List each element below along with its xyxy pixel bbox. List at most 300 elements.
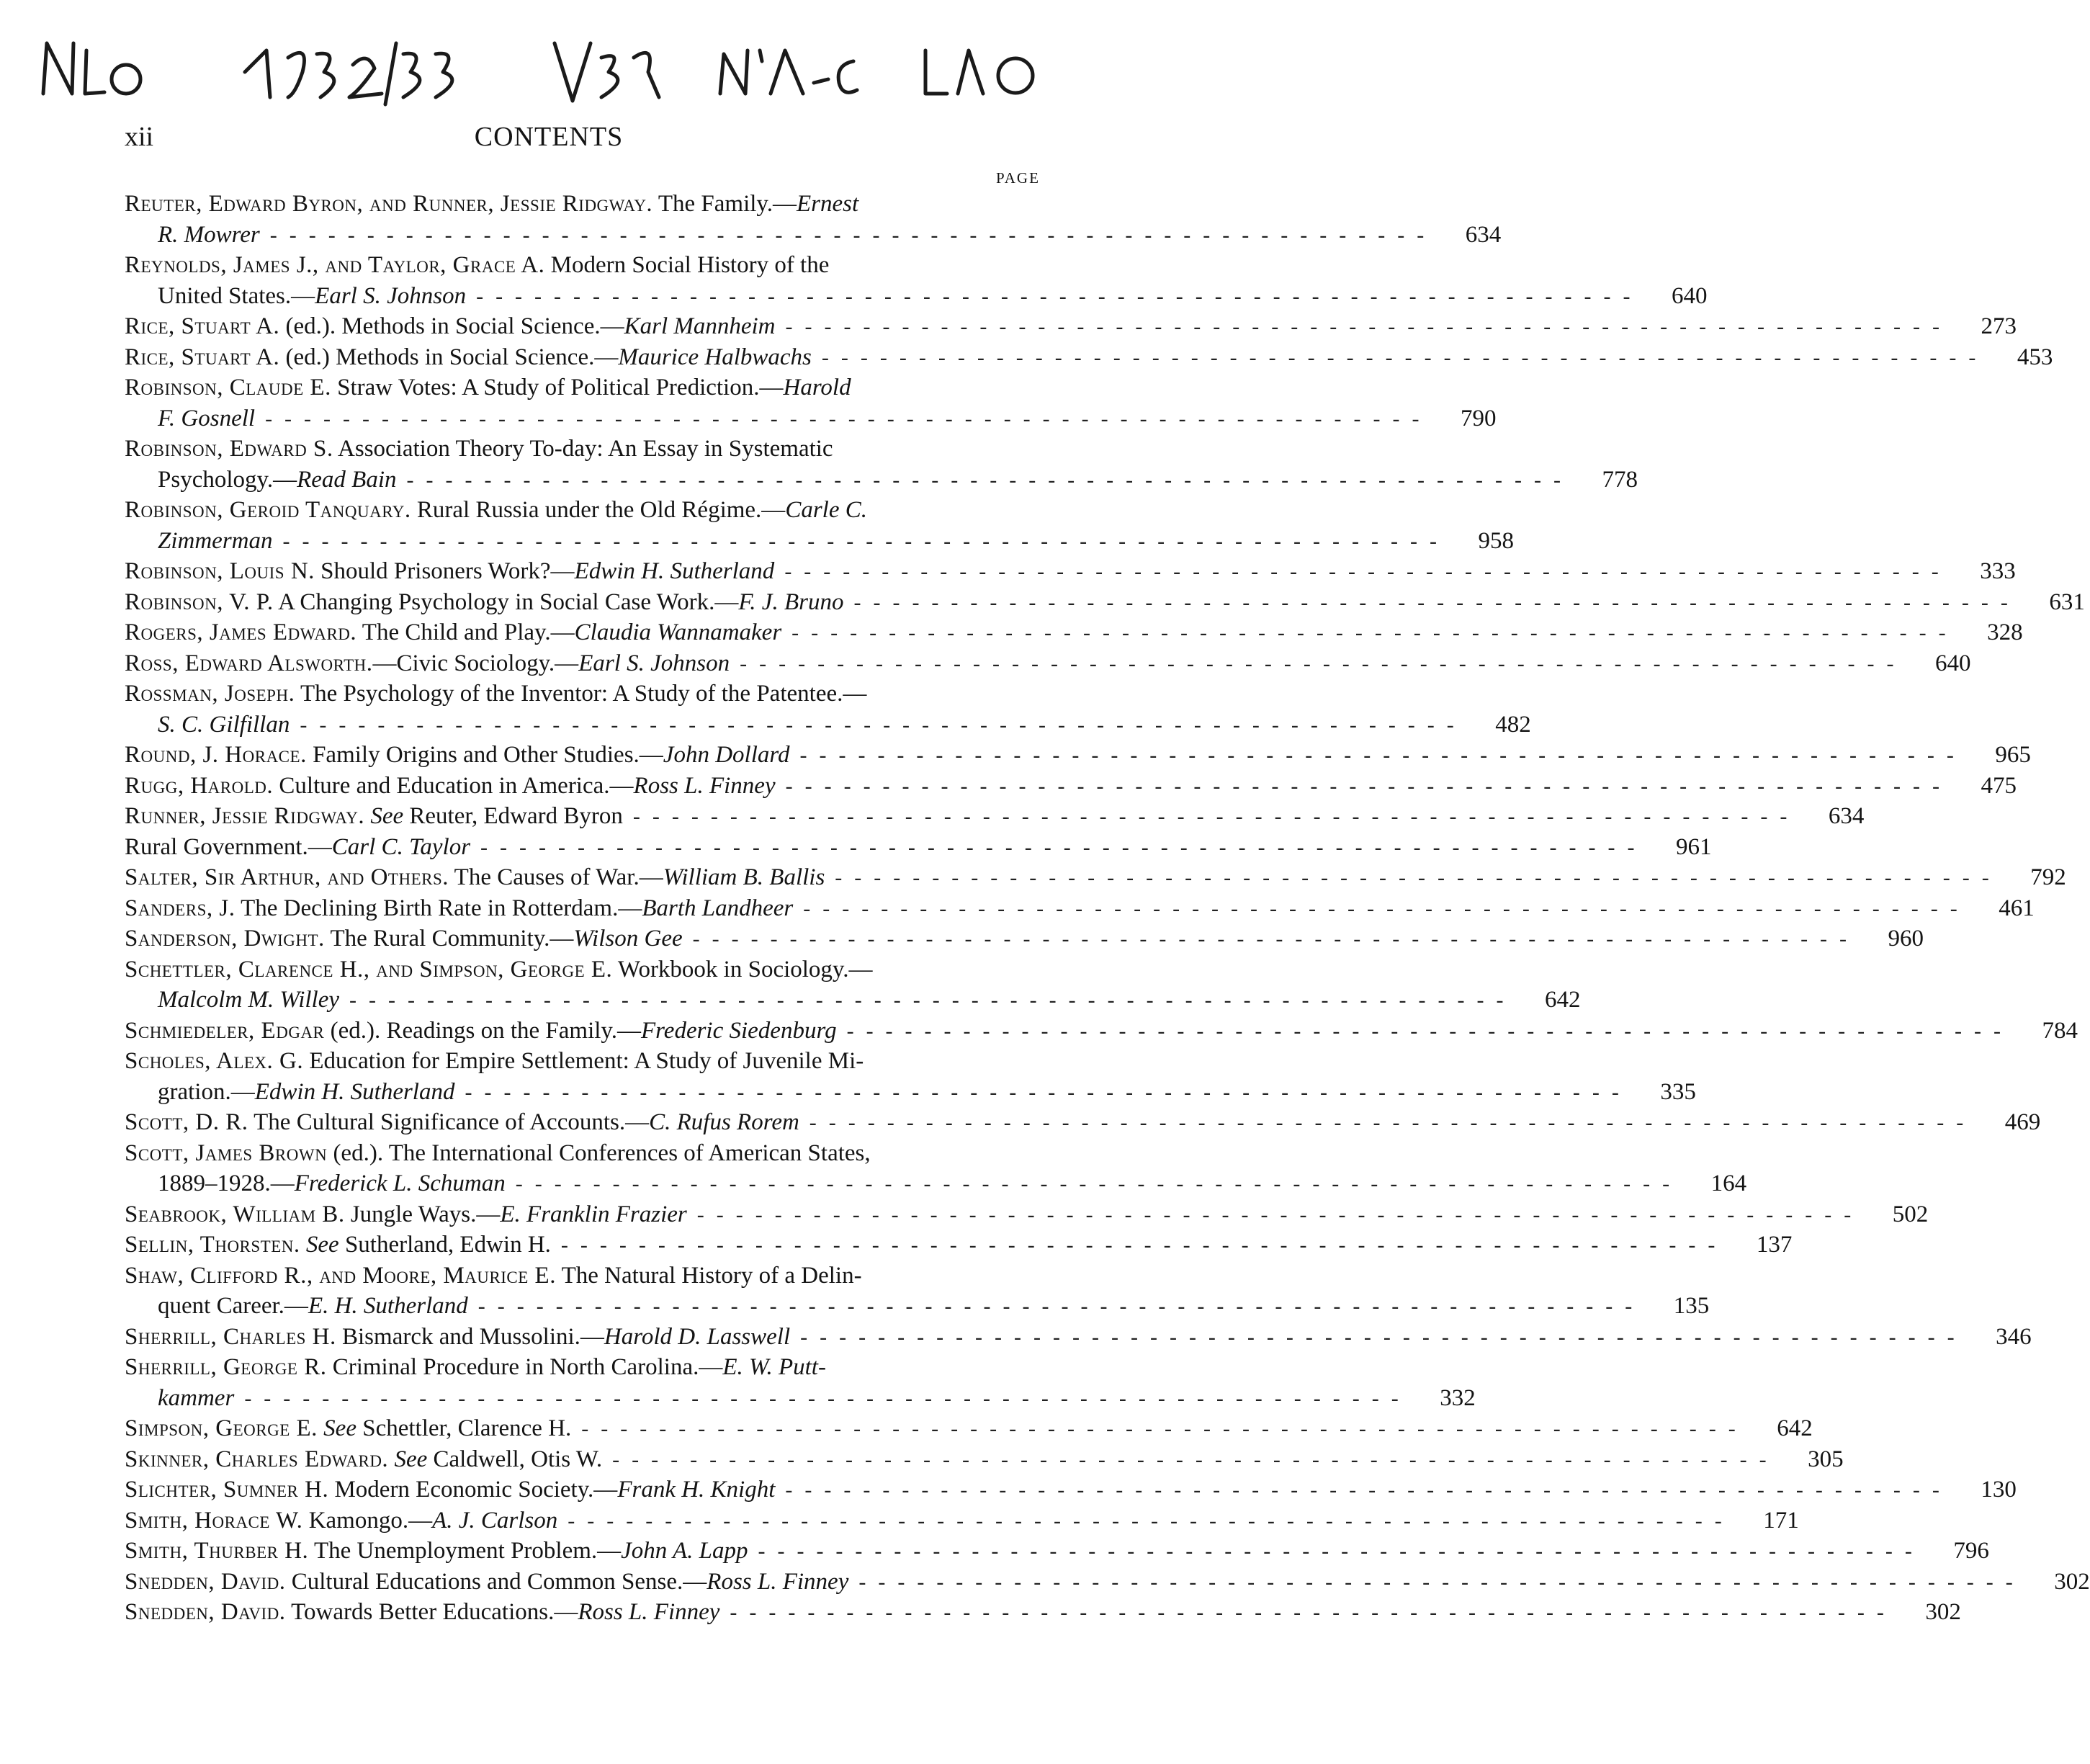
entry-text: [125, 1352, 826, 1383]
leader-dashes: ------------------------------------------------------------: [846, 1018, 2013, 1043]
entry-line: [125, 434, 1046, 465]
entry-text: [125, 740, 789, 771]
entry-reviewer: Earl S. Johnson: [578, 650, 730, 676]
entry-title-segment: Towards Better Educations.—: [285, 1599, 578, 1625]
entry-line: [125, 1505, 1799, 1536]
leader-dashes: ------------------------------------------------------------: [800, 1325, 1967, 1349]
entry-line: [125, 679, 1046, 709]
leader-dashes: ------------------------------------------------------------: [480, 835, 1647, 859]
contents-entry: [125, 311, 2017, 342]
leader-dashes: ------------------------------------------------------------: [784, 560, 1951, 583]
contents-entry: [125, 1413, 1813, 1444]
entry-line: [125, 740, 2031, 771]
handwritten-mark-1: [43, 43, 140, 94]
entry-author: Rossman, Joseph.: [125, 681, 295, 707]
entry-author: Round, J. Horace.: [125, 742, 307, 768]
entry-line: [125, 893, 2035, 924]
contents-entry: [125, 1505, 1799, 1536]
entry-text: [125, 465, 397, 496]
entry-reviewer: Ross L. Finney: [707, 1568, 849, 1595]
leader-dashes: ------------------------------------------------------------: [349, 988, 1516, 1012]
entry-page-number: 961: [1675, 833, 1712, 860]
entry-page-number: 960: [1888, 926, 1924, 952]
entry-line: [125, 495, 1046, 526]
entry-line: [125, 189, 1046, 220]
entry-page-number: 958: [1478, 527, 1514, 554]
leader-dashes: ------------------------------------------------------------: [853, 590, 2020, 614]
entry-reviewer: William B. Ballis: [663, 864, 825, 890]
entry-reviewer: S. C. Gilfillan: [158, 711, 290, 738]
entry-page-number: 453: [2017, 344, 2053, 370]
leader-dashes: ------------------------------------------------------------: [406, 467, 1573, 492]
entry-reviewer: Edwin H. Sutherland: [254, 1078, 455, 1105]
leader-dashes: ------------------------------------------------------------: [265, 406, 1432, 431]
entry-text: [125, 1413, 571, 1444]
contents-entry: [125, 893, 2035, 924]
contents-entry: [125, 1322, 2032, 1353]
entry-author: Scott, D. R.: [125, 1109, 248, 1135]
leader-dashes: ------------------------------------------------------------: [785, 315, 1952, 339]
entry-text: [125, 1536, 748, 1567]
entry-reviewer: Frank H. Knight: [617, 1477, 776, 1503]
entry-author: Seabrook, William B.: [125, 1201, 345, 1227]
leader-dashes: ------------------------------------------------------------: [244, 1386, 1411, 1410]
contents-entry: [125, 1107, 2041, 1138]
entry-text: [125, 1505, 557, 1536]
entry-text: [125, 893, 793, 924]
leader-dashes: ------------------------------------------------------------: [809, 1111, 1976, 1134]
entry-continuation-line: [125, 220, 1502, 251]
entry-line: [125, 1046, 1046, 1077]
contents-entry: [125, 1138, 1747, 1199]
leader-dashes: ------------------------------------------------------------: [612, 1447, 1779, 1472]
entry-title-segment: The Unemployment Problem.—: [308, 1538, 622, 1564]
leader-dashes: ------------------------------------------------------------: [821, 345, 1988, 370]
entry-title-segment: (ed.). The International Conferences of American States,: [327, 1140, 871, 1166]
entry-text: [125, 1077, 454, 1108]
entry-text: [125, 1168, 506, 1199]
handwritten-mark-4: [720, 50, 857, 94]
entry-title-segment: Rural Russia under the Old Régime.—: [411, 497, 786, 523]
entry-reviewer: See: [370, 803, 404, 829]
leader-dashes: ------------------------------------------------------------: [785, 774, 1952, 798]
entry-page-number: 642: [1777, 1415, 1813, 1441]
entry-line: [125, 862, 2066, 893]
entry-line: [125, 1444, 1844, 1475]
entry-reviewer: R. Mowrer: [158, 221, 260, 248]
entry-line: [125, 617, 2023, 648]
entry-author: Sanders, J.: [125, 895, 236, 921]
entry-author: Snedden, David.: [125, 1568, 286, 1595]
entry-line: [125, 372, 1046, 403]
entry-page-number: 469: [2004, 1109, 2041, 1135]
entry-text: [125, 526, 273, 557]
contents-entry: [125, 740, 2031, 771]
entry-reviewer: Read Bain: [297, 466, 397, 493]
entry-title-segment: 1889–1928.—: [158, 1170, 295, 1196]
leader-dashes: ------------------------------------------------------------: [730, 1600, 1896, 1624]
entry-line: [125, 587, 2085, 618]
entry-continuation-line: [125, 403, 1497, 434]
entry-text: [125, 281, 466, 312]
entry-text: [125, 403, 255, 434]
entry-title-segment: The Natural History of a Delin-: [555, 1262, 862, 1289]
entry-reviewer: Wilson Gee: [573, 926, 683, 952]
entry-text: [125, 1199, 687, 1230]
entry-reviewer: Maurice Halbwachs: [618, 344, 812, 370]
entry-page-number: 461: [1999, 895, 2035, 921]
entry-author: Snedden, David.: [125, 1599, 286, 1625]
entry-text: [125, 1444, 602, 1475]
entry-title-segment: quent Career.—: [158, 1293, 308, 1319]
entry-page-number: 796: [1953, 1538, 1989, 1564]
entry-title-segment: (ed.) Methods in Social Science.—: [279, 344, 619, 370]
entry-title-segment: United States.—: [158, 282, 315, 309]
contents-list: [125, 189, 2090, 1628]
leader-dashes: ------------------------------------------------------------: [696, 1202, 1864, 1227]
entry-text: [125, 587, 843, 618]
entry-page-number: 778: [1602, 466, 1638, 493]
entry-reviewer: F. J. Bruno: [738, 588, 844, 615]
entry-continuation-line: [125, 1077, 1696, 1108]
entry-text: [125, 372, 851, 403]
entry-text: [125, 1597, 719, 1628]
entry-reviewer: Harold: [783, 375, 851, 400]
entry-text: [125, 434, 833, 465]
entry-text: [125, 1261, 862, 1291]
contents-entry: [125, 587, 2085, 618]
entry-title-segment: Should Prisoners Work?—: [314, 558, 575, 584]
leader-dashes: ------------------------------------------------------------: [858, 1570, 2025, 1594]
entry-title-segment: Kamongo.—: [302, 1507, 433, 1534]
entry-author: Rogers, James Edward.: [125, 619, 357, 645]
handwritten-mark-5: [925, 50, 1033, 94]
entry-page-number: 137: [1756, 1232, 1793, 1258]
entry-text: [125, 801, 623, 832]
entry-line: [125, 1016, 2078, 1047]
entry-line: [125, 832, 1712, 863]
entry-page-number: 328: [1987, 619, 2023, 645]
entry-text: [125, 189, 858, 220]
entry-reviewer: E. Franklin Frazier: [500, 1201, 687, 1227]
entry-title-segment: The Child and Play.—: [356, 619, 575, 645]
leader-dashes: ------------------------------------------------------------: [476, 284, 1643, 308]
contents-entry: [125, 679, 1531, 740]
leader-dashes: ------------------------------------------------------------: [632, 805, 1800, 828]
entry-author: Scholes, Alex. G.: [125, 1048, 304, 1074]
entry-title-segment: The Causes of War.—: [449, 864, 663, 890]
entry-author: Salter, Sir Arthur, and Others.: [125, 864, 449, 890]
entry-title-segment: Psychology.—: [158, 466, 297, 493]
entry-text: [125, 495, 867, 526]
entry-page-number: 302: [2054, 1568, 2090, 1595]
entry-line: [125, 1138, 1046, 1169]
entry-line: [125, 923, 1924, 954]
entry-text: [125, 220, 260, 251]
entry-author: Robinson, Claude E.: [125, 375, 331, 400]
contents-entry: [125, 832, 1712, 863]
entry-author: Rice, Stuart A.: [125, 344, 280, 370]
entry-reviewer: Zimmerman: [158, 527, 273, 554]
entry-author: Schettler, Clarence H., and Simpson, George E.: [125, 956, 613, 982]
entry-text: [125, 923, 683, 954]
entry-page-number: 502: [1892, 1201, 1929, 1227]
entry-author: Rice, Stuart A.: [125, 313, 280, 339]
entry-text: [125, 648, 730, 679]
entry-page-number: 640: [1672, 282, 1708, 309]
entry-author: Skinner, Charles Edward.: [125, 1446, 389, 1472]
entry-page-number: 792: [2030, 864, 2066, 890]
entry-title-segment: Modern Economic Society.—: [328, 1477, 618, 1503]
entry-text: [125, 832, 470, 863]
contents-entry: [125, 862, 2066, 893]
leader-dashes: ------------------------------------------------------------: [269, 223, 1437, 247]
contents-entry: [125, 495, 1514, 556]
entry-author: Simpson, George E.: [125, 1415, 318, 1441]
entry-title-segment: Schettler, Clarence H.: [356, 1415, 572, 1441]
entry-text: [125, 1046, 864, 1077]
entry-text: [125, 1107, 799, 1138]
entry-text: [125, 679, 866, 709]
entry-reviewer: Carl C. Taylor: [331, 833, 471, 860]
entry-page-number: 640: [1935, 650, 1971, 676]
entry-continuation-line: [125, 1291, 1710, 1322]
contents-entry: [125, 1199, 1929, 1230]
leader-dashes: ------------------------------------------------------------: [803, 896, 1970, 921]
entry-text: [125, 1291, 468, 1322]
entry-title-segment: (ed.). Methods in Social Science.—: [279, 313, 624, 339]
entry-line: [125, 1352, 1046, 1383]
entry-text: [125, 771, 776, 802]
contents-entry: [125, 342, 2053, 373]
entry-title-segment: Family Origins and Other Studies.—: [306, 742, 663, 768]
entry-continuation-line: [125, 465, 1638, 496]
entry-line: [125, 648, 1971, 679]
entry-title-segment: Cultural Educations and Common Sense.—: [285, 1568, 707, 1595]
entry-author: Slichter, Sumner H.: [125, 1477, 329, 1503]
entry-text: [125, 1230, 551, 1261]
entry-continuation-line: [125, 709, 1531, 740]
contents-entry: [125, 1352, 1476, 1413]
entry-page-number: 332: [1440, 1384, 1476, 1411]
contents-entry: [125, 189, 1502, 250]
contents-entry: [125, 801, 1865, 832]
entry-reviewer: Frederick L. Schuman: [294, 1170, 506, 1196]
entry-line: [125, 556, 2016, 587]
entry-page-number: 631: [2049, 588, 2085, 615]
entry-title-segment: (ed.). Readings on the Family.—: [324, 1017, 642, 1044]
entry-reviewer: Karl Mannheim: [624, 313, 776, 339]
contents-entry: [125, 1230, 1793, 1261]
entry-text: [125, 709, 290, 740]
entry-title-segment: gration.—: [158, 1078, 255, 1105]
entry-continuation-line: [125, 526, 1514, 557]
contents-entry: [125, 1046, 1696, 1107]
leader-dashes: ------------------------------------------------------------: [560, 1233, 1728, 1257]
contents-entry: [125, 771, 2017, 802]
entry-author: Runner, Jessie Ridgway.: [125, 803, 365, 829]
contents-entry: [125, 1597, 1961, 1628]
entry-text: [125, 1474, 775, 1505]
contents-entry: [125, 1567, 2090, 1598]
entry-author: Sanderson, Dwight.: [125, 926, 325, 952]
contents-entry: [125, 372, 1497, 434]
entry-page-number: 790: [1460, 405, 1497, 431]
entry-reviewer: John Dollard: [663, 742, 790, 768]
entry-author: Smith, Thurber H.: [125, 1538, 309, 1564]
entry-line: [125, 1413, 1813, 1444]
entry-text: [125, 311, 776, 342]
leader-dashes: ------------------------------------------------------------: [692, 927, 1860, 951]
entry-text: [125, 1567, 848, 1598]
entry-text: [125, 250, 829, 281]
entry-reviewer: Earl S. Johnson: [315, 282, 467, 309]
entry-author: Scott, James Brown: [125, 1140, 328, 1166]
entry-title-segment: Bismarck and Mussolini.—: [336, 1323, 604, 1350]
entry-line: [125, 1474, 2017, 1505]
entry-page-number: 335: [1660, 1078, 1696, 1105]
entry-title-segment: Sutherland, Edwin H.: [338, 1232, 551, 1258]
entry-title-segment: —Civic Sociology.—: [372, 650, 579, 676]
entry-title-segment: Education for Empire Settlement: A Study of Juvenile Mi-: [303, 1048, 864, 1074]
entry-reviewer: F. Gosnell: [158, 405, 256, 431]
leader-dashes: ------------------------------------------------------------: [465, 1080, 1631, 1104]
entry-text: [125, 1016, 837, 1047]
leader-dashes: ------------------------------------------------------------: [835, 866, 2001, 890]
entry-page-number: 164: [1710, 1170, 1747, 1196]
contents-entry: [125, 250, 1708, 311]
entry-reviewer: See: [394, 1446, 428, 1472]
entry-page-number: 965: [1995, 742, 2031, 768]
entry-continuation-line: [125, 1383, 1476, 1414]
entry-author: Reynolds, James J., and Taylor, Grace A.: [125, 252, 545, 278]
contents-entry: [125, 648, 1971, 679]
entry-text: [125, 985, 339, 1016]
entry-reviewer: Carle C.: [785, 497, 867, 523]
contents-entry: [125, 434, 1638, 495]
entry-line: [125, 1322, 2032, 1353]
entry-continuation-line: [125, 1168, 1747, 1199]
entry-author: Rugg, Harold.: [125, 772, 274, 799]
contents-entry: [125, 1474, 2017, 1505]
contents-entry: [125, 1444, 1844, 1475]
entry-line: [125, 1107, 2041, 1138]
entry-title-segment: The Psychology of the Inventor: A Study of the Patentee.—: [295, 681, 867, 707]
entry-title-segment: The Declining Birth Rate in Rotterdam.—: [235, 895, 642, 921]
leader-dashes: ------------------------------------------------------------: [282, 529, 1449, 553]
leader-dashes: ------------------------------------------------------------: [740, 651, 1906, 676]
entry-page-number: 305: [1808, 1446, 1844, 1472]
entry-line: [125, 311, 2017, 342]
entry-reviewer: Edwin H. Sutherland: [574, 558, 775, 584]
entry-line: [125, 1536, 1989, 1567]
entry-author: Sherrill, George R.: [125, 1354, 327, 1380]
entry-text: [125, 1138, 871, 1169]
entry-author: Robinson, Edward S.: [125, 436, 333, 462]
entry-line: [125, 1199, 1929, 1230]
entry-reviewer: Ross L. Finney: [578, 1599, 720, 1625]
entry-page-number: 634: [1465, 221, 1502, 248]
entry-reviewer: Claudia Wannamaker: [574, 619, 782, 645]
handwritten-mark-2: [245, 43, 452, 104]
entry-title-segment: Caldwell, Otis W.: [427, 1446, 603, 1472]
page-number: xii: [125, 122, 154, 152]
entry-page-number: 482: [1495, 711, 1531, 738]
entry-title-segment: The Cultural Significance of Accounts.—: [248, 1109, 650, 1135]
entry-line: [125, 771, 2017, 802]
entry-author: Robinson, V. P.: [125, 588, 274, 615]
entry-page-number: 130: [1981, 1477, 2017, 1503]
leader-dashes: ------------------------------------------------------------: [515, 1172, 1682, 1196]
entry-text: [125, 1383, 234, 1414]
entry-reviewer: kammer: [158, 1384, 235, 1411]
leader-dashes: ------------------------------------------------------------: [581, 1417, 1748, 1441]
entry-reviewer: Barth Landheer: [642, 895, 794, 921]
leader-dashes: ------------------------------------------------------------: [785, 1478, 1952, 1502]
entry-page-number: 475: [1981, 772, 2017, 799]
entry-author: Robinson, Louis N.: [125, 558, 315, 584]
entry-line: [125, 1261, 1046, 1291]
contents-entry: [125, 923, 1924, 954]
entry-title-segment: Reuter, Edward Byron: [403, 803, 623, 829]
entry-page-number: 302: [1925, 1599, 1961, 1625]
entry-text: [125, 342, 812, 373]
page-title: CONTENTS: [474, 122, 624, 152]
entry-title-segment: Association Theory To-day: An Essay in Systematic: [333, 436, 833, 462]
contents-entry: [125, 556, 2016, 587]
entry-page-number: 642: [1544, 987, 1581, 1013]
entry-author: Shaw, Clifford R., and Moore, Maurice E.: [125, 1262, 556, 1289]
entry-reviewer: C. Rufus Rorem: [649, 1109, 799, 1135]
leader-dashes: ------------------------------------------------------------: [799, 743, 1966, 767]
entry-author: Ross, Edward Alsworth.: [125, 650, 373, 676]
leader-dashes: ------------------------------------------------------------: [477, 1294, 1645, 1318]
contents-entry: [125, 1261, 1710, 1322]
contents-entry: [125, 1016, 2078, 1047]
entry-author: Schmiedeler, Edgar: [125, 1017, 325, 1044]
entry-title-segment: Workbook in Sociology.—: [612, 956, 873, 982]
entry-page-number: 135: [1673, 1293, 1710, 1319]
entry-reviewer: E. W. Putt-: [722, 1354, 826, 1380]
entry-title-segment: The Family.—: [652, 191, 797, 217]
entry-title-segment: Modern Social History of the: [544, 252, 830, 278]
entry-text: [125, 617, 781, 648]
entry-reviewer: Ross L. Finney: [633, 772, 776, 799]
entry-page-number: 333: [1980, 558, 2016, 584]
entry-reviewer: See: [323, 1415, 356, 1441]
entry-reviewer: John A. Lapp: [621, 1538, 748, 1564]
contents-entry: [125, 954, 1581, 1016]
entry-line: [125, 801, 1865, 832]
entry-text: [125, 1322, 790, 1353]
entry-reviewer: See: [305, 1232, 339, 1258]
entry-title-segment: The Rural Community.—: [324, 926, 574, 952]
entry-author: Sellin, Thorsten.: [125, 1232, 300, 1258]
entry-title-segment: A Changing Psychology in Social Case Work.—: [273, 588, 739, 615]
handwritten-annotation: [29, 22, 1073, 130]
entry-reviewer: Frederic Siedenburg: [641, 1017, 837, 1044]
entry-reviewer: Harold D. Lasswell: [604, 1323, 791, 1350]
leader-dashes: ------------------------------------------------------------: [791, 621, 1958, 645]
entry-continuation-line: [125, 985, 1581, 1016]
entry-title-segment: Rural Government.—: [125, 833, 332, 860]
entry-reviewer: Ernest: [797, 191, 859, 217]
entry-author: Smith, Horace W.: [125, 1507, 303, 1534]
entry-author: Robinson, Geroid Tanquary.: [125, 497, 411, 523]
entry-title-segment: Jungle Ways.—: [344, 1201, 501, 1227]
entry-page-number: 171: [1763, 1507, 1799, 1534]
entry-title-segment: [300, 1232, 306, 1258]
